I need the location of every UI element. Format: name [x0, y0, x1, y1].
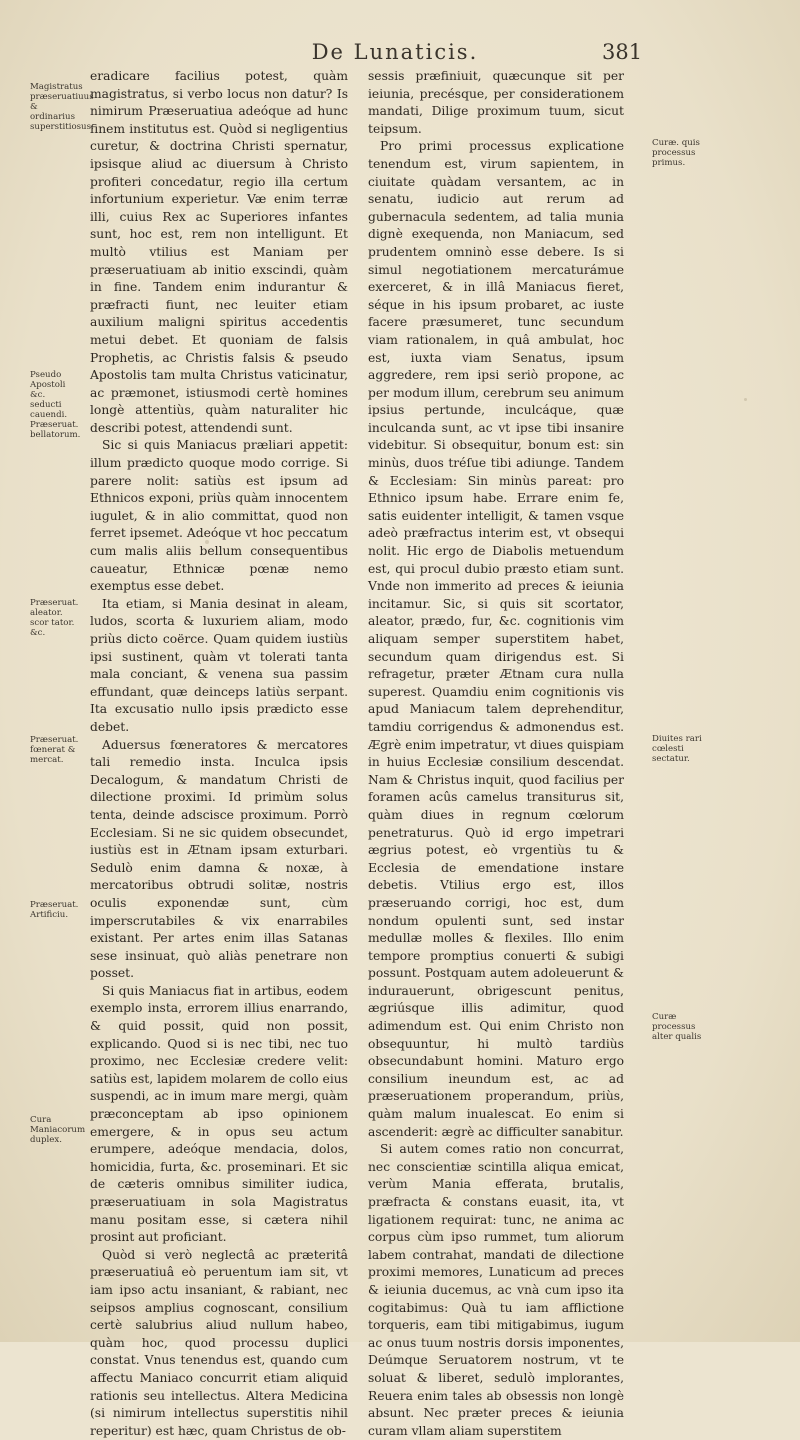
margin-note: Præseruat. aleator. scor tator. &c.: [30, 598, 79, 638]
margin-note: Diuites rari cœlesti sectatur.: [652, 734, 702, 764]
paragraph: Ita etiam, si Mania desinat in aleam, ludos, scorta & luxuriem aliam, modo priùs dicto coërce. Quam quidem iustiùs ipsi sustinent, quàm vt tolerati tanta mala conciant, & venena sua passim effundant, quæ deinceps latiùs serpant. Ita excusatio nullo ipsis prædicto esse debet.: [90, 596, 348, 734]
page-number: 381: [602, 40, 643, 64]
margin-note: Præseruat. fœnerat & mercat.: [30, 735, 79, 765]
page-title: De Lunaticis.: [311, 40, 479, 64]
paragraph: Quòd si verò neglectâ ac præteritâ præseruatiuâ eò peruentum iam sit, vt iam ipso actu insaniant, & rabiant, nec seipsos amplius cognoscant, consilium certè salubrius aliud nullum habeo, quàm hoc, quod processu duplici constat. Vnus tenendus est, quando cum affectu Maniaco concurrit etiam aliquid rationis seu intellectus. Altera Medicina (si nimirum intellectus superstitis nihil reperitur) est hæc, quam Christus de ob-: [90, 1247, 348, 1438]
margin-note: Curæ. quis processus primus.: [652, 138, 700, 168]
margin-note: Magistratus præseruatiuus & ordinarius superstitiosus.: [30, 82, 94, 132]
running-header: [0, 40, 800, 70]
margin-note: Pseudo Apostoli &c. seducti cauendi. Præseruat. bellatorum.: [30, 370, 81, 440]
paragraph: Si quis Maniacus fiat in artibus, eodem exemplo insta, errorem illius enarrando, & quid possit, quid non possit, explicando. Quod si is nec tibi, nec tuo proximo, nec Ecclesiæ credere velit: satiùs est, lapidem molarem de collo eius suspendi, ac in imum mare mergi, quàm præconceptam ab ipso opinionem emergere, & in opus seu actum erumpere, adeóque mendacia, dolos, homicidia, furta, &c. proseminari. Et sic de cæteris omnibus similiter iudica, præseruatiuam in sola Magistratus manu positam esse, si cætera nihil prosint aut proficiant.: [90, 983, 348, 1245]
paragraph: sessis præfiniuit, quæcunque sit per ieiunia, precésque, per considerationem mandati, Dilige proximum tuum, sicut teipsum.: [368, 69, 624, 136]
paper-speck: [744, 398, 747, 401]
paragraph: Aduersus fœneratores & mercatores tali remedio insta. Inculca ipsis Decalogum, & mandatum Christi de dilectione proximi. Id primùm solus tenta, deinde adscisce proximum. Porrò Ecclesiam. Si ne sic quidem obsecundet, iustiùs est in Ætnam ipsam exturbari. Sedulò enim damna & noxæ, à mercatoribus obtrudi solitæ, nostris oculis exponendæ sunt, cùm imperscrutabiles & vix enarrabiles existant. Per artes enim illas Satanas sese insinuat, quò aliàs penetrare non posset.: [90, 737, 348, 981]
paragraph: Pro primi processus explicatione tenendum est, virum sapientem, in ciuitate quàdam versantem, ac in senatu, iudicio aut rerum ad gubernacula sedentem, ad talia munia dignè exequenda, non Maniacum, sed prudentem omninò esse debere. Is si simul negotiationem mercaturámue exerceret, & in illâ Maniacus fieret, séque in his ipsum probaret, ac iuste facere præsumeret, tunc secundum viam rationalem, in quâ ambulat, hoc est, iuxta viam Senatus, ipsum aggredere, rem ipsi seriò propone, ac per modum illum, cerebrum seu animum ipsius pertunde, inculcáque, quæ inculcanda sunt, ac vt ipse tibi insanire videbitur. Si obsequitur, bonum est: sin minùs, duos tréſue tibi adiunge. Tandem & Ecclesiam: Sin minùs pareat: pro Ethnico ipsum habe. Errare enim fe, satis euidenter intelligit, & tamen vsque adeò præfractus interim est, vt obsequi nolit. Hic ergo de Diabolis metuendum est, qui procul dubio præsto etiam sunt. Vnde non immerito ad preces & ieiunia incitamur. Sic, si quis sit scortator, aleator, prædo, fur, &c. cognitionis vim aliquam semper superstitem habet, secundum quam dirigendus est. Si refragetur, præter Ætnam cura nulla superest. Quamdiu enim cognitionis vis apud Maniacum talem deprehenditur, tamdiu corrigendus & admonendus est. Ægrè enim impetratur, vt diues quispiam in huius Ecclesiæ consilium descendat. Nam & Christus inquit, quod facilius per foramen acûs camelus transiturus sit, quàm diues in regnum cœlorum penetraturus. Quò id ergo impetrari ægrius potest, eò vrgentiùs tu & Ecclesia de emendatione instare debetis. Vtilius ergo est, illos præseruando corrigi, hoc est, dum nondum opulenti sunt, sed instar medullæ molles & flexiles. Illo enim tempore promptius conuerti & subigi possunt. Postquam autem adoleuerunt & indurauerunt, obrigescunt penitus, ægriúsque illis adimitur, quod adimendum est. Qui enim Christo non obsequuntur, hi multò tardiùs obsecundabunt homini. Maturo ergo consilium ineundum est, ac ad præseruationem properandum, priùs, quàm malum inualescat. Eo enim si ascenderit: ægrè ac difficulter sanabitur.: [368, 139, 624, 1139]
paragraph: Si autem comes ratio non concurrat, nec conscientiæ scintilla aliqua emicat, verùm Mania efferata, brutalis, præfracta & constans euasit, ita, vt ligationem requirat: tunc, ne anima ac corpus cùm ipso rummet, tum aliorum labem contrahat, mandati de dilectione proximi memores, Lunaticum ad preces & ieiunia ducemus, ac vnà cum ipso ita cogitabimus: Quà tu iam afflictione torqueris, eam tibi mitigabimus, iugum ac onus tuum nostris dorsis imponentes, Deúmque Seruatorem nostrum, vt te soluat & liberet, sedulò implorantes, Reuera enim tales ab obsessis non longè absunt. Nec præter preces & ieiunia curam vllam aliam superstitem: [368, 1142, 624, 1438]
left-text-column: [90, 68, 348, 1440]
right-text-column: [368, 68, 624, 1440]
paragraph: eradicare facilius potest, quàm magistratus, si verbo locus non datur? Is nimirum Præseruatiua adeóque ad hunc finem institutus est. Quòd si negligentius curetur, & doctrina Christi spernatur, ipsisque aliud ac diuersum à Christo profiteri concedatur, regio illa certum infortunium experietur. Væ enim terræ illi, cuius Rex ac Superiores infantes sunt, hoc est, rem non intelligunt. Et multò vtilius est Maniam per præseruatiuam ab initio exscindi, quàm in fine. Tandem enim indurantur & præfracti fiunt, nec leuiter etiam auxilium maligni spiritus accedentis metui debet. Et quoniam de falsis Prophetis, ac Christis falsis & pseudo Apostolis tam multa Christus vaticinatur, ac præmonet, istiusmodi certè homines longè attentiùs, quàm naturaliter hic describi potest, attendendi sunt.: [90, 69, 348, 435]
margin-note: Curæ processus alter qualis: [652, 1012, 702, 1042]
paragraph: Sic si quis Maniacus præliari appetit: illum prædicto quoque modo corrige. Si parere nolit: satiùs est ipsum ad Ethnicos exponi, priùs quàm innocentem iugulet, & in alio committat, quod non ferret ipsemet. Adeóque vt hoc peccatum cum malis aliis bellum consequentibus caueatur, Ethnicæ pœnæ nemo exemptus esse debet.: [90, 438, 348, 594]
margin-note: Cura Maniacorum duplex.: [30, 1115, 86, 1145]
paper-speck: [205, 540, 209, 544]
margin-note: Præseruat. Artificiu.: [30, 900, 79, 920]
